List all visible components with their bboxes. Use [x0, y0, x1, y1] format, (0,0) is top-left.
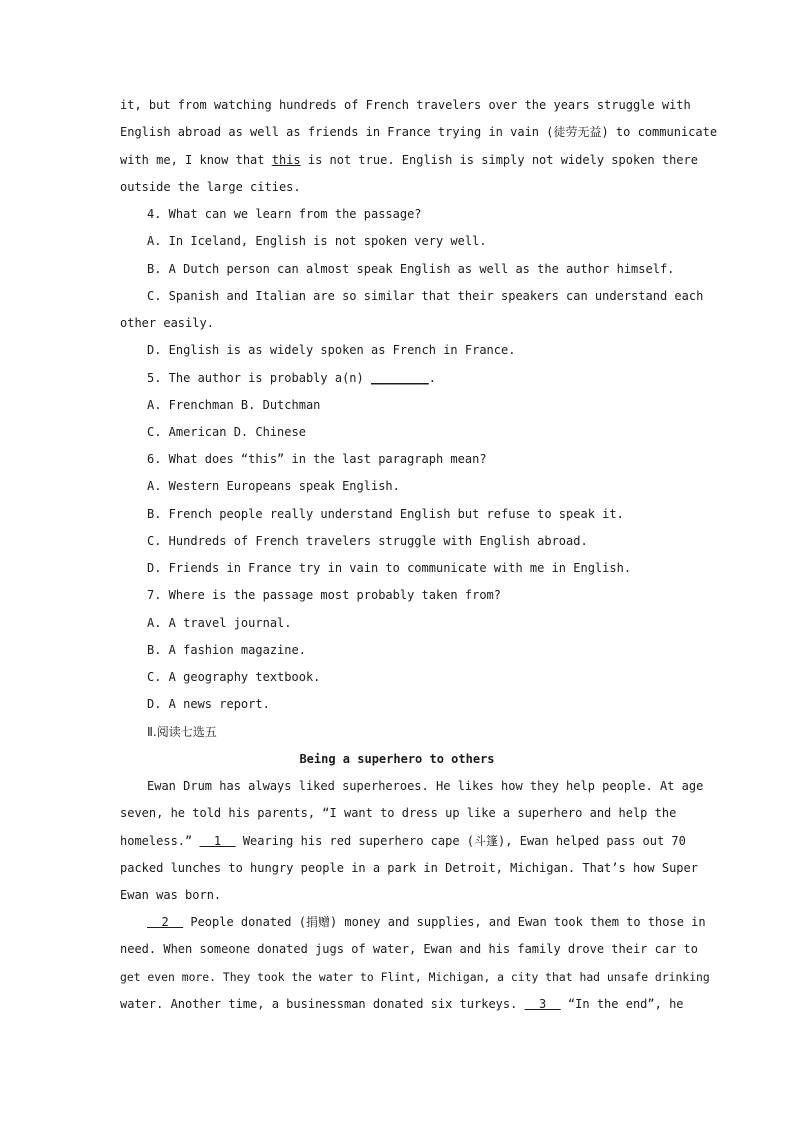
- question-5-options-ab: A. Frenchman B. Dutchman: [147, 398, 321, 412]
- question-4-option-a: A. In Iceland, English is not spoken very well.: [147, 234, 487, 248]
- question-5-stem: [147, 370, 674, 386]
- paragraph-2-line-4-end: “In the end”, he: [560, 997, 684, 1011]
- question-6-option-a: A. Western Europeans speak English.: [147, 479, 400, 493]
- blank-1: 1: [199, 834, 236, 848]
- passage-line-1: it, but from watching hundreds of French travelers over the years struggle with: [120, 98, 691, 112]
- paragraph-1-line-1: Ewan Drum has always liked superheroes. He likes how they help people. At age: [147, 779, 704, 793]
- paragraph-1-line-3: [120, 833, 686, 849]
- question-4-stem: 4. What can we learn from the passage?: [147, 207, 422, 221]
- blank-2: 2: [147, 915, 184, 929]
- passage-line-4: outside the large cities.: [120, 180, 301, 194]
- paragraph-2-line-3: get even more. They took the water to Flint, Michigan, a city that had unsafe drinking: [120, 970, 710, 984]
- question-7-stem: 7. Where is the passage most probably taken from?: [147, 588, 502, 602]
- paragraph-2-line-4: [120, 996, 684, 1012]
- question-6-option-b: B. French people really understand English but refuse to speak it.: [147, 507, 624, 521]
- answer-blank: ________: [370, 371, 429, 385]
- question-4-option-b: B. A Dutch person can almost speak English as well as the author himself.: [147, 262, 675, 276]
- question-5-stem-text: 5. The author is probably a(n): [147, 371, 371, 385]
- paragraph-1-line-4: packed lunches to hungry people in a park in Detroit, Michigan. That’s how Super: [120, 861, 698, 875]
- question-6-option-d: D. Friends in France try in vain to communicate with me in English.: [147, 561, 632, 575]
- question-5-options-cd: C. American D. Chinese: [147, 425, 306, 439]
- paragraph-2-line-4-start: water. Another time, a businessman donated six turkeys.: [120, 997, 525, 1011]
- paragraph-1-line-3-start: homeless.”: [120, 834, 200, 848]
- underlined-this: this: [271, 153, 301, 167]
- question-6-stem: 6. What does “this” in the last paragraph mean?: [147, 452, 487, 466]
- question-4-option-c-cont: other easily.: [120, 316, 214, 330]
- paragraph-1-line-5: Ewan was born.: [120, 888, 222, 902]
- passage-line-2: English abroad as well as friends in France trying in vain (徒劳无益) to communicate: [120, 125, 718, 139]
- passage-line-3-end: is not true. English is simply not widely spoken there: [300, 153, 698, 167]
- question-7-option-a: A. A travel journal.: [147, 616, 292, 630]
- question-4-option-d: D. English is as widely spoken as French in France.: [147, 343, 516, 357]
- paragraph-2-line-1: [147, 914, 706, 930]
- question-5-stem-end: .: [428, 371, 436, 385]
- question-7-option-d: D. A news report.: [147, 697, 270, 711]
- passage-title: Being a superhero to others: [299, 752, 495, 766]
- paragraph-2-line-2: need. When someone donated jugs of water, Ewan and his family drove their car to: [120, 942, 698, 956]
- section-heading: Ⅱ.阅读七选五: [147, 725, 217, 739]
- question-7-option-b: B. A fashion magazine.: [147, 643, 306, 657]
- question-7-option-c: C. A geography textbook.: [147, 670, 321, 684]
- question-6-option-c: C. Hundreds of French travelers struggle with English abroad.: [147, 534, 588, 548]
- paragraph-1-line-2: seven, he told his parents, “I want to dress up like a superhero and help the: [120, 806, 677, 820]
- blank-3: 3: [524, 997, 561, 1011]
- question-4-option-c: C. Spanish and Italian are so similar that their speakers can understand each: [147, 289, 704, 303]
- passage-line-3: [120, 152, 698, 168]
- passage-line-3-start: with me, I know that: [120, 153, 272, 167]
- paragraph-1-line-3-end: Wearing his red superhero cape (斗篷), Ewan helped pass out 70: [235, 834, 686, 848]
- paragraph-2-line-1-text: People donated (捐赠) money and supplies, and Ewan took them to those in: [183, 915, 706, 929]
